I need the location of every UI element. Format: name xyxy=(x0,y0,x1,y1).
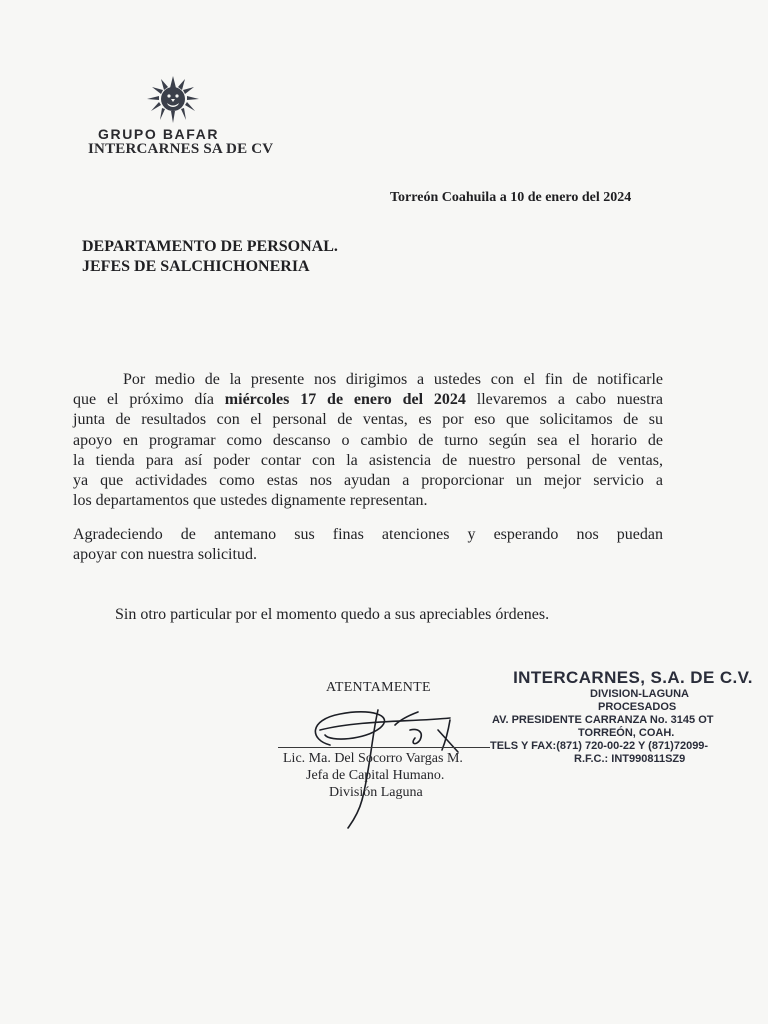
stamp-phone: TELS Y FAX:(871) 720-00-22 Y (871)72099- xyxy=(490,740,709,752)
closing-word: ATENTAMENTE xyxy=(326,680,431,695)
meeting-date-highlight: miércoles 17 de enero del 2024 xyxy=(224,391,466,409)
body-line: ya que actividades como estas nos ayudan a proporcionar un mejor servicio a xyxy=(73,472,663,490)
stamp-address: AV. PRESIDENTE CARRANZA No. 3145 OT xyxy=(492,714,714,726)
recipient-line: DEPARTAMENTO DE PERSONAL. xyxy=(82,238,338,255)
body-line-prefix: que el próximo día xyxy=(73,391,225,409)
recipients-block xyxy=(82,237,338,277)
signer-name: Lic. Ma. Del Socorro Vargas M. xyxy=(283,751,463,766)
body-line: la tienda para así poder contar con la asistencia de nuestro personal de ventas, xyxy=(73,451,663,469)
body-line: apoyo en programar como descanso o cambio de turno según sea el horario de xyxy=(73,431,663,449)
sun-lion-emblem-icon xyxy=(145,74,201,124)
stamp-procesados: PROCESADOS xyxy=(598,701,677,713)
signer-role: Jefa de Capital Humano. xyxy=(306,768,445,783)
stamp-city: TORREÓN, COAH. xyxy=(578,727,675,739)
stamp-division: DIVISION-LAGUNA xyxy=(590,688,689,700)
letter-date: Torreón Coahuila a 10 de enero del 2024 xyxy=(390,190,632,205)
body-line: Por medio de la presente nos dirigimos a ustedes con el fin de notificarle xyxy=(123,371,663,388)
company-name: INTERCARNES SA DE CV xyxy=(88,141,274,157)
stamp-title: INTERCARNES, S.A. DE C.V. xyxy=(513,668,753,687)
body-line: los departamentos que ustedes dignamente representan. xyxy=(73,492,428,510)
signature-line xyxy=(278,747,490,748)
body-line: junta de resultados con el personal de ventas, es por eso que solicitamos de su xyxy=(73,411,663,429)
body-line: Agradeciendo de antemano sus finas atenciones y esperando nos puedan xyxy=(73,526,663,543)
body-line-with-date xyxy=(73,390,663,410)
brand-name: GRUPO BAFAR xyxy=(98,126,220,142)
body-line-suffix: llevaremos a cabo nuestra xyxy=(476,391,664,409)
company-stamp xyxy=(490,668,768,768)
stamp-rfc: R.F.C.: INT990811SZ9 xyxy=(574,753,686,765)
body-paragraph-1 xyxy=(73,370,663,511)
body-paragraph-2 xyxy=(73,525,663,565)
closing-paragraph: Sin otro particular por el momento quedo a sus apreciables órdenes. xyxy=(115,606,550,623)
body-line: apoyar con nuestra solicitud. xyxy=(73,546,257,564)
recipient-line: JEFES DE SALCHICHONERIA xyxy=(82,258,310,275)
signer-division: División Laguna xyxy=(329,785,423,800)
